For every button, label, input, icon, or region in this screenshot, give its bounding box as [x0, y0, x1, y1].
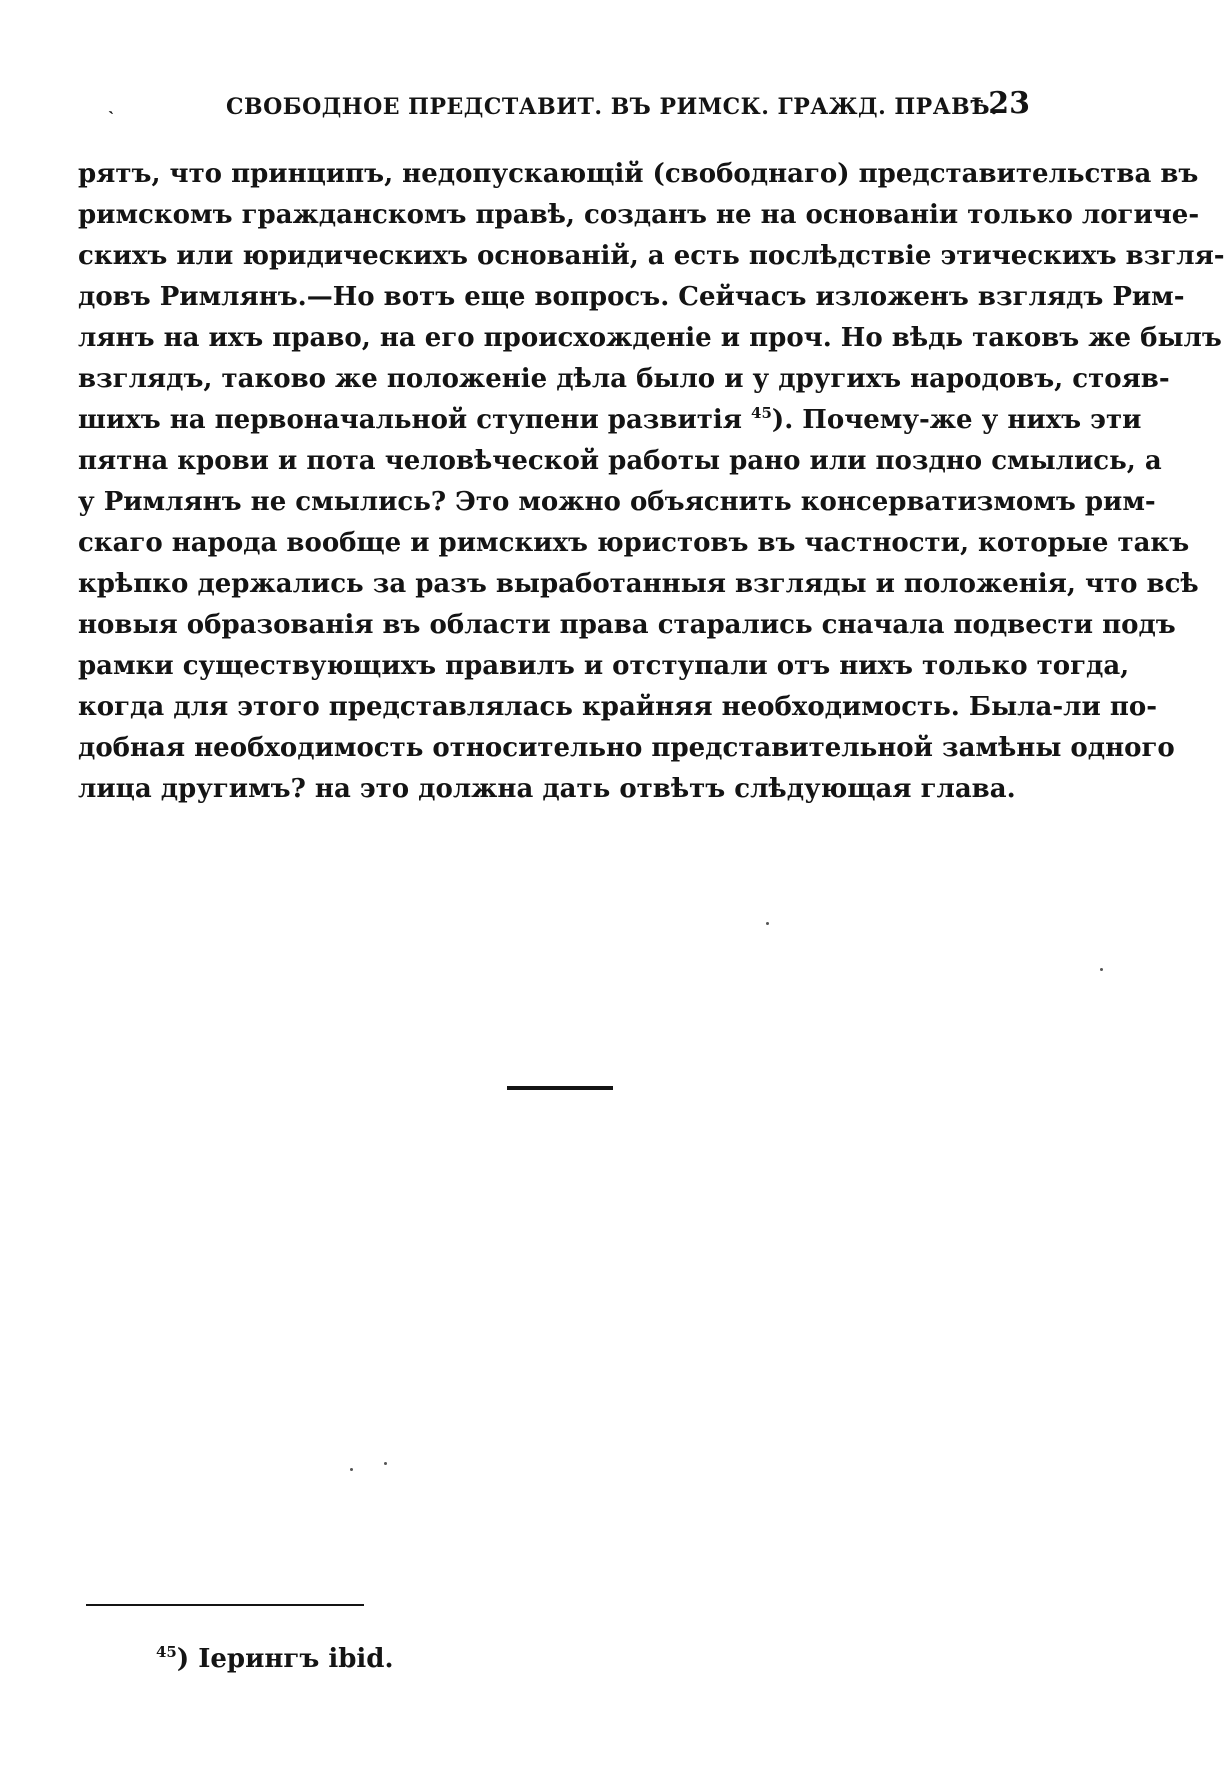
print-speck [350, 1468, 353, 1471]
header-mark: ˎ [108, 94, 114, 115]
text-line: лянъ на ихъ право, на его происхожденіе и проч. Но вѣдь таковъ же былъ [78, 323, 1222, 353]
text-line: новыя образованія въ области права старались сначала подвести подъ [78, 610, 1176, 640]
print-speck [384, 1462, 387, 1465]
text-line: довъ Римлянъ.—Но вотъ еще вопросъ. Сейчасъ изложенъ взглядъ Рим- [78, 282, 1185, 312]
print-speck [1100, 968, 1103, 971]
page-header [78, 84, 1038, 124]
text-line-with-footnote-ref [78, 400, 1142, 441]
text-line: скаго народа вообще и римскихъ юристовъ въ частности, которые такъ [78, 528, 1190, 558]
print-speck [766, 922, 769, 925]
text-line: крѣпко держались за разъ выработанныя взгляды и положенія, что всѣ [78, 569, 1199, 599]
text-line: скихъ или юридическихъ основаній, а есть послѣдствіе этическихъ взгля- [78, 241, 1225, 271]
text-line-part: ). Почему-же у нихъ эти [771, 405, 1142, 435]
footnote [156, 1644, 394, 1674]
section-end-rule [507, 1086, 613, 1090]
text-line: рятъ, что принципъ, недопускающій (свободнаго) представительства въ [78, 159, 1199, 189]
running-title: СВОБОДНОЕ ПРЕДСТАВИТ. ВЪ РИМСК. ГРАЖД. ПРАВѢ. [226, 94, 999, 120]
footnote-text: ) Іерингъ ibid. [176, 1644, 394, 1674]
footnote-reference: 45 [751, 404, 772, 422]
text-line: у Римлянъ не смылись? Это можно объяснить консерватизмомъ рим- [78, 487, 1156, 517]
text-line: когда для этого представлялась крайняя необходимость. Была-ли по- [78, 692, 1157, 722]
text-line: пятна крови и пота человѣческой работы рано или поздно смылись, а [78, 446, 1162, 476]
text-line: лица другимъ? на это должна дать отвѣтъ слѣдующая глава. [78, 774, 1016, 804]
page-number: 23 [988, 86, 1030, 121]
text-line: римскомъ гражданскомъ правѣ, созданъ не на основаніи только логиче- [78, 200, 1200, 230]
text-line-part: шихъ на первоначальной ступени развитія [78, 405, 742, 435]
text-line: взглядъ, таково же положеніе дѣла было и у другихъ народовъ, стояв- [78, 364, 1170, 394]
footnote-rule [86, 1604, 364, 1606]
body-paragraph [78, 154, 1225, 810]
text-line: добная необходимость относительно представительной замѣны одного [78, 733, 1175, 763]
text-line: рамки существующихъ правилъ и отступали отъ нихъ только тогда, [78, 651, 1130, 681]
footnote-number: 45 [156, 1643, 177, 1661]
